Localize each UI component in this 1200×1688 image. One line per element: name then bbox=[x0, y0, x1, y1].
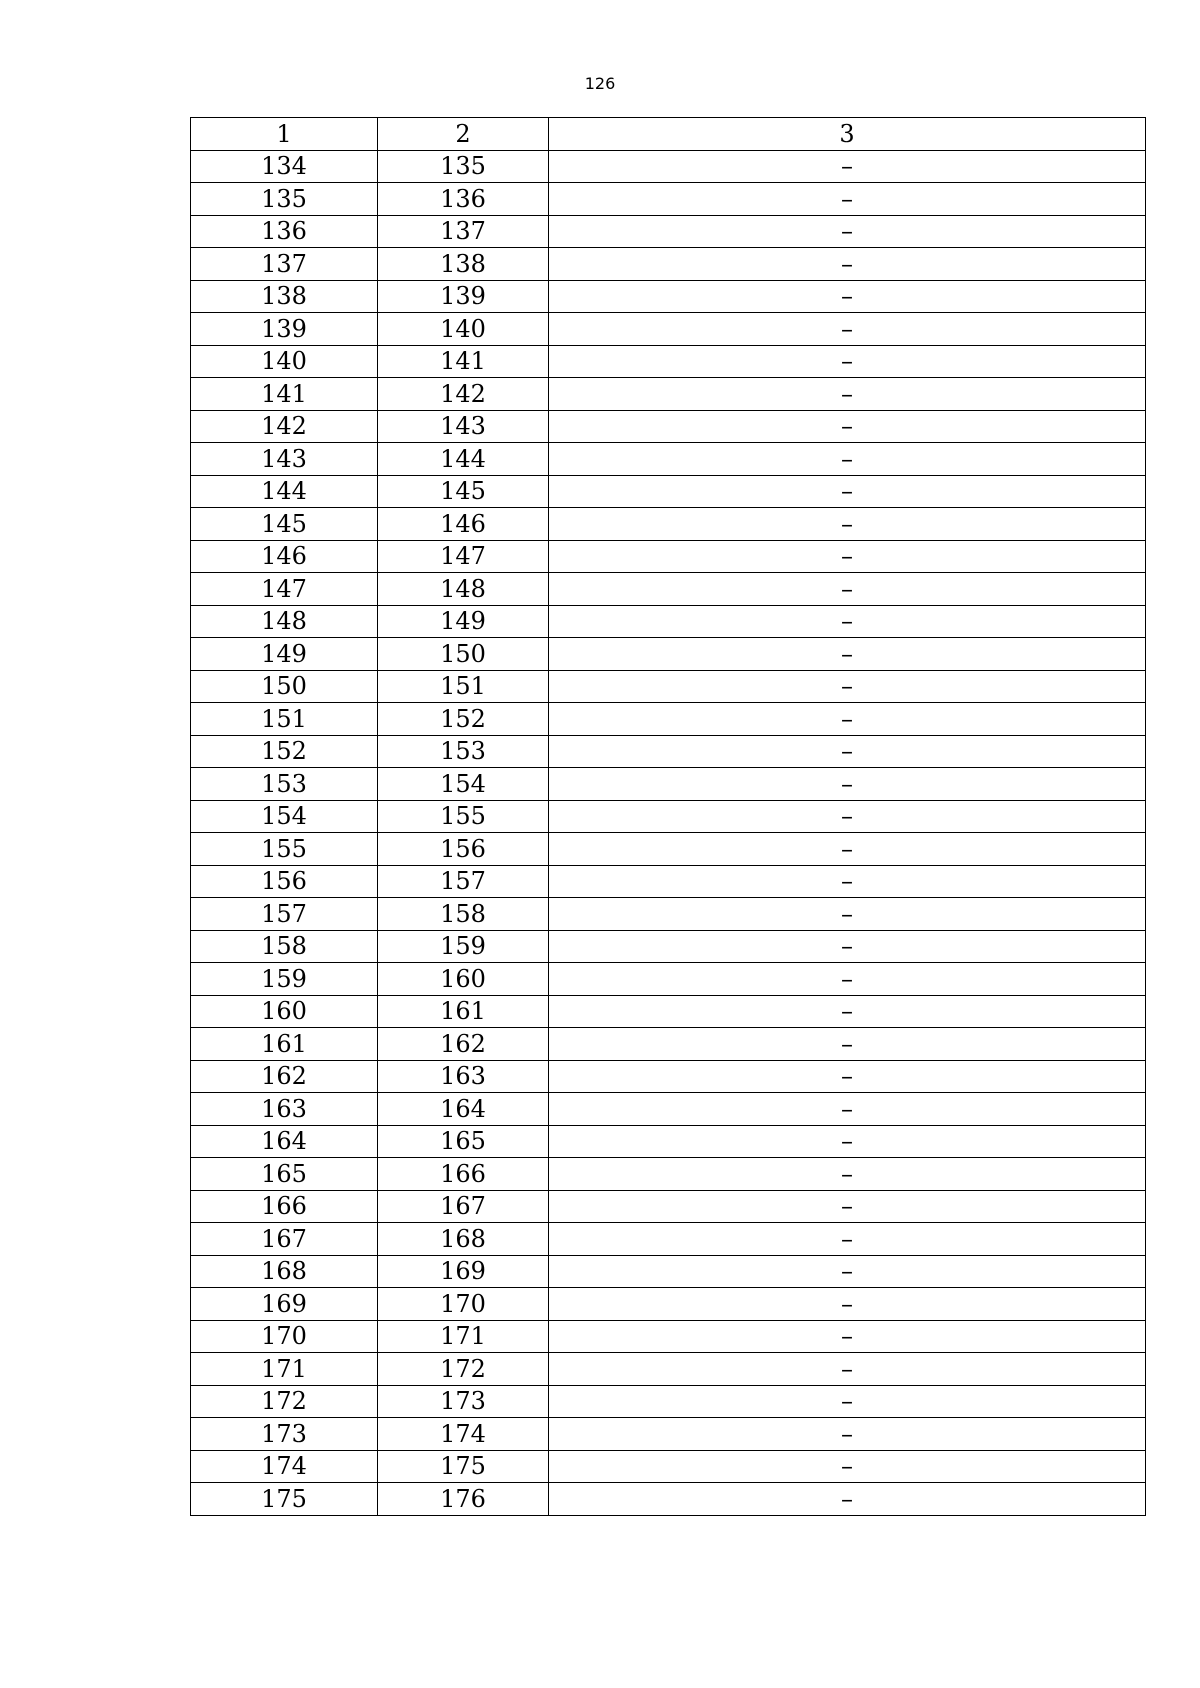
table-cell: 142 bbox=[191, 410, 378, 443]
table-cell: 176 bbox=[378, 1483, 549, 1516]
table-cell: – bbox=[549, 1125, 1146, 1158]
table-cell: 142 bbox=[378, 378, 549, 411]
table-cell: 159 bbox=[378, 930, 549, 963]
table-cell: 139 bbox=[378, 280, 549, 313]
table-cell: – bbox=[549, 1320, 1146, 1353]
table-row bbox=[191, 378, 1146, 411]
table-cell: 162 bbox=[378, 1028, 549, 1061]
table-cell: – bbox=[549, 833, 1146, 866]
table-row bbox=[191, 1028, 1146, 1061]
table-cell: 137 bbox=[191, 248, 378, 281]
table-cell: – bbox=[549, 1093, 1146, 1126]
table-cell: 135 bbox=[378, 150, 549, 183]
table-cell: – bbox=[549, 540, 1146, 573]
table-cell: 150 bbox=[378, 638, 549, 671]
table-cell: – bbox=[549, 995, 1146, 1028]
table-row bbox=[191, 703, 1146, 736]
table-row bbox=[191, 670, 1146, 703]
table-cell: 157 bbox=[378, 865, 549, 898]
table-row bbox=[191, 800, 1146, 833]
table-cell: – bbox=[549, 183, 1146, 216]
table-cell: 169 bbox=[191, 1288, 378, 1321]
table-header-row bbox=[191, 118, 1146, 151]
table-cell: 150 bbox=[191, 670, 378, 703]
table-cell: 171 bbox=[378, 1320, 549, 1353]
table-cell: 144 bbox=[191, 475, 378, 508]
table-cell: – bbox=[549, 1450, 1146, 1483]
table-cell: 145 bbox=[191, 508, 378, 541]
table-row bbox=[191, 833, 1146, 866]
table-cell: 168 bbox=[191, 1255, 378, 1288]
table-row bbox=[191, 248, 1146, 281]
table-row bbox=[191, 313, 1146, 346]
table-cell: 166 bbox=[191, 1190, 378, 1223]
table-row bbox=[191, 1320, 1146, 1353]
table-row bbox=[191, 1093, 1146, 1126]
table-row bbox=[191, 475, 1146, 508]
table-row bbox=[191, 1255, 1146, 1288]
table-cell: – bbox=[549, 768, 1146, 801]
table-cell: – bbox=[549, 1385, 1146, 1418]
table-row bbox=[191, 1418, 1146, 1451]
table-cell: – bbox=[549, 865, 1146, 898]
table-row bbox=[191, 1450, 1146, 1483]
table-cell: 163 bbox=[191, 1093, 378, 1126]
table-cell: 161 bbox=[191, 1028, 378, 1061]
table-cell: – bbox=[549, 1060, 1146, 1093]
table-cell: 156 bbox=[191, 865, 378, 898]
table-cell: – bbox=[549, 475, 1146, 508]
table-cell: – bbox=[549, 280, 1146, 313]
table-cell: – bbox=[549, 1223, 1146, 1256]
table-row bbox=[191, 1483, 1146, 1516]
table-cell: – bbox=[549, 215, 1146, 248]
table-cell: – bbox=[549, 800, 1146, 833]
table-row bbox=[191, 1223, 1146, 1256]
table-cell: 156 bbox=[378, 833, 549, 866]
table-cell: 170 bbox=[378, 1288, 549, 1321]
table-cell: 147 bbox=[191, 573, 378, 606]
table-row bbox=[191, 995, 1146, 1028]
table-row bbox=[191, 735, 1146, 768]
table-row bbox=[191, 1158, 1146, 1191]
table-cell: – bbox=[549, 930, 1146, 963]
table-cell: 166 bbox=[378, 1158, 549, 1191]
table-cell: 134 bbox=[191, 150, 378, 183]
table-row bbox=[191, 345, 1146, 378]
table-cell: – bbox=[549, 1418, 1146, 1451]
table-cell: 148 bbox=[378, 573, 549, 606]
table-row bbox=[191, 1353, 1146, 1386]
table-cell: 172 bbox=[191, 1385, 378, 1418]
table-row bbox=[191, 443, 1146, 476]
table-cell: 152 bbox=[191, 735, 378, 768]
table-cell: 173 bbox=[378, 1385, 549, 1418]
table-row bbox=[191, 410, 1146, 443]
table-cell: 165 bbox=[378, 1125, 549, 1158]
table-cell: 147 bbox=[378, 540, 549, 573]
table-cell: 153 bbox=[378, 735, 549, 768]
table-cell: 159 bbox=[191, 963, 378, 996]
table-cell: 164 bbox=[191, 1125, 378, 1158]
table-cell: – bbox=[549, 410, 1146, 443]
table-row bbox=[191, 605, 1146, 638]
table-row bbox=[191, 150, 1146, 183]
table-cell: – bbox=[549, 573, 1146, 606]
table-cell: 148 bbox=[191, 605, 378, 638]
table-cell: 174 bbox=[378, 1418, 549, 1451]
table-cell: 135 bbox=[191, 183, 378, 216]
table-row bbox=[191, 183, 1146, 216]
table-cell: 153 bbox=[191, 768, 378, 801]
table-cell: – bbox=[549, 1288, 1146, 1321]
table-row bbox=[191, 540, 1146, 573]
table-cell: 163 bbox=[378, 1060, 549, 1093]
table-cell: 167 bbox=[191, 1223, 378, 1256]
table-cell: 136 bbox=[378, 183, 549, 216]
table-cell: – bbox=[549, 605, 1146, 638]
table-cell: 167 bbox=[378, 1190, 549, 1223]
table-cell: – bbox=[549, 963, 1146, 996]
table-row bbox=[191, 898, 1146, 931]
table-cell: 154 bbox=[191, 800, 378, 833]
table-cell: – bbox=[549, 345, 1146, 378]
column-header: 1 bbox=[191, 118, 378, 151]
table-cell: 141 bbox=[191, 378, 378, 411]
table-cell: – bbox=[549, 1255, 1146, 1288]
table-cell: 152 bbox=[378, 703, 549, 736]
table-row bbox=[191, 280, 1146, 313]
table-row bbox=[191, 963, 1146, 996]
table-cell: 158 bbox=[378, 898, 549, 931]
table-cell: – bbox=[549, 378, 1146, 411]
table-cell: 143 bbox=[191, 443, 378, 476]
table-cell: – bbox=[549, 703, 1146, 736]
table-cell: 144 bbox=[378, 443, 549, 476]
table-cell: – bbox=[549, 670, 1146, 703]
table-row bbox=[191, 638, 1146, 671]
table-cell: 160 bbox=[378, 963, 549, 996]
table-row bbox=[191, 1288, 1146, 1321]
table-cell: – bbox=[549, 1483, 1146, 1516]
column-header: 2 bbox=[378, 118, 549, 151]
table-cell: 137 bbox=[378, 215, 549, 248]
table-row bbox=[191, 768, 1146, 801]
table-cell: – bbox=[549, 1190, 1146, 1223]
table-cell: 161 bbox=[378, 995, 549, 1028]
table-row bbox=[191, 215, 1146, 248]
table-cell: 171 bbox=[191, 1353, 378, 1386]
table-row bbox=[191, 1385, 1146, 1418]
table-cell: – bbox=[549, 1158, 1146, 1191]
table-cell: 175 bbox=[378, 1450, 549, 1483]
table-cell: – bbox=[549, 443, 1146, 476]
column-header: 3 bbox=[549, 118, 1146, 151]
table-cell: 174 bbox=[191, 1450, 378, 1483]
table-cell: 160 bbox=[191, 995, 378, 1028]
table-cell: – bbox=[549, 508, 1146, 541]
table-cell: 149 bbox=[191, 638, 378, 671]
table-cell: – bbox=[549, 313, 1146, 346]
table-cell: 138 bbox=[378, 248, 549, 281]
table-cell: 143 bbox=[378, 410, 549, 443]
table-cell: 146 bbox=[378, 508, 549, 541]
table-row bbox=[191, 508, 1146, 541]
table-cell: 155 bbox=[191, 833, 378, 866]
table-row bbox=[191, 1060, 1146, 1093]
table-row bbox=[191, 573, 1146, 606]
table-cell: 138 bbox=[191, 280, 378, 313]
table-cell: 136 bbox=[191, 215, 378, 248]
data-table bbox=[190, 117, 1146, 1516]
table-cell: 157 bbox=[191, 898, 378, 931]
table-cell: 175 bbox=[191, 1483, 378, 1516]
table-cell: 162 bbox=[191, 1060, 378, 1093]
table-row bbox=[191, 1125, 1146, 1158]
table-cell: – bbox=[549, 638, 1146, 671]
table-row bbox=[191, 865, 1146, 898]
table-body bbox=[191, 150, 1146, 1515]
table-cell: 155 bbox=[378, 800, 549, 833]
table-cell: – bbox=[549, 1353, 1146, 1386]
table-cell: 151 bbox=[191, 703, 378, 736]
table-cell: 173 bbox=[191, 1418, 378, 1451]
table-cell: – bbox=[549, 735, 1146, 768]
table-cell: 146 bbox=[191, 540, 378, 573]
table-cell: 158 bbox=[191, 930, 378, 963]
table-cell: 145 bbox=[378, 475, 549, 508]
page-number: 126 bbox=[584, 74, 616, 93]
table-cell: 140 bbox=[191, 345, 378, 378]
table-cell: – bbox=[549, 898, 1146, 931]
table-cell: – bbox=[549, 1028, 1146, 1061]
table-cell: 151 bbox=[378, 670, 549, 703]
table-cell: – bbox=[549, 150, 1146, 183]
table-cell: 168 bbox=[378, 1223, 549, 1256]
table-cell: 149 bbox=[378, 605, 549, 638]
table-cell: 169 bbox=[378, 1255, 549, 1288]
table-cell: 141 bbox=[378, 345, 549, 378]
table-cell: – bbox=[549, 248, 1146, 281]
table-row bbox=[191, 930, 1146, 963]
table-cell: 170 bbox=[191, 1320, 378, 1353]
table-cell: 139 bbox=[191, 313, 378, 346]
table-cell: 172 bbox=[378, 1353, 549, 1386]
table-cell: 164 bbox=[378, 1093, 549, 1126]
table-cell: 140 bbox=[378, 313, 549, 346]
table-cell: 154 bbox=[378, 768, 549, 801]
table-row bbox=[191, 1190, 1146, 1223]
table-cell: 165 bbox=[191, 1158, 378, 1191]
